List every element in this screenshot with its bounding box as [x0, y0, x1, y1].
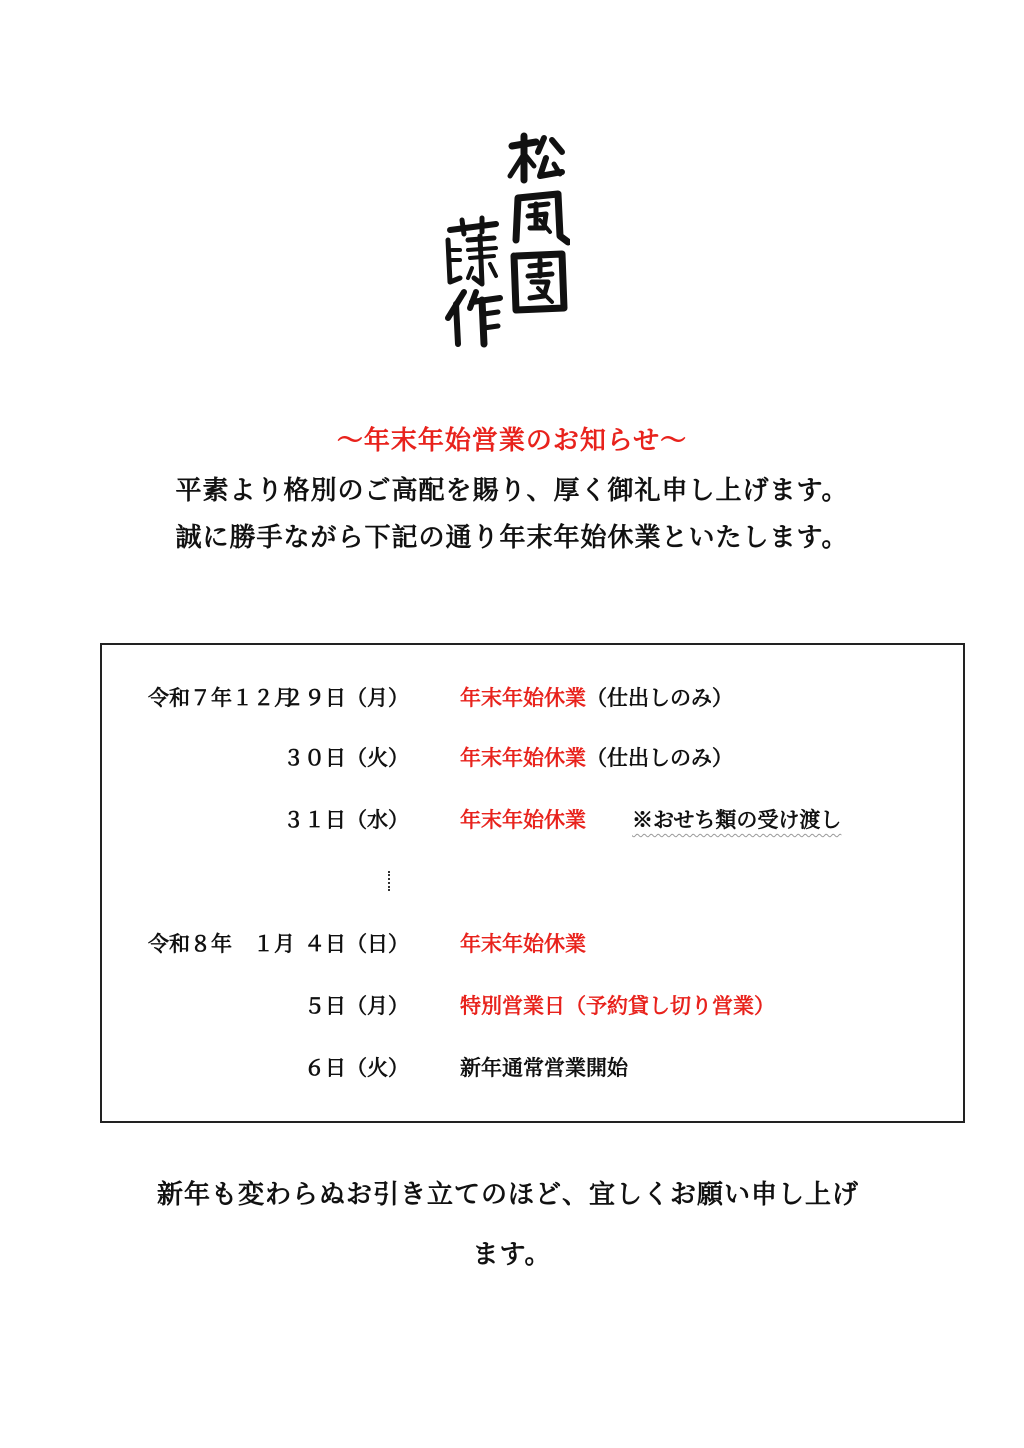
schedule-row-jan-5 [102, 990, 967, 1022]
status-label [460, 742, 733, 772]
closing-line-1: 新年も変わらぬお引き立てのほど、宜しくお願い申し上げ [156, 1180, 859, 1210]
special-business-text: 特別営業日（予約貸し切り営業） [460, 993, 775, 1018]
calligraphy-logo-image [440, 132, 570, 348]
closure-text: 年末年始休業 [460, 685, 586, 710]
schedule-row-dec-29 [102, 682, 967, 714]
closure-text: 年末年始休業 [460, 931, 586, 956]
era-month-label: 令和７年１２月 [148, 685, 295, 710]
intro-line-2: 誠に勝手ながら下記の通り年末年始休業といたします。 [175, 523, 849, 553]
closure-text: 年末年始休業 [460, 807, 586, 832]
schedule-row-dec-30 [102, 742, 967, 774]
date-label: ６日（火） [304, 1055, 409, 1080]
regular-business-text: 新年通常営業開始 [460, 1055, 628, 1080]
date-label: ５日（月） [304, 993, 409, 1018]
schedule-row-dec-31 [102, 804, 967, 836]
notice-heading: 〜年末年始営業のお知らせ〜 [336, 426, 688, 456]
catering-only-text: （仕出しのみ） [586, 745, 733, 770]
closure-text: 年末年始休業 [460, 745, 586, 770]
holiday-schedule-box [100, 643, 965, 1123]
closing-line-2: ます。 [472, 1240, 552, 1270]
schedule-row-jan-4 [102, 928, 967, 960]
date-label: ３１日（水） [283, 807, 409, 832]
era-month-label: 令和８年 １月 [148, 931, 295, 956]
date-label: ３０日（火） [283, 745, 409, 770]
date-label: ２９日（月） [283, 685, 409, 710]
date-label: ４日（日） [304, 931, 409, 956]
osechi-pickup-note: ※おせち類の受け渡し [632, 807, 842, 832]
catering-only-text: （仕出しのみ） [586, 685, 733, 710]
schedule-row-jan-6 [102, 1052, 967, 1084]
status-label [460, 682, 733, 712]
intro-line-1: 平素より格別のご高配を賜り、厚く御礼申し上げます。 [175, 476, 849, 506]
date-range-marker [388, 871, 390, 891]
shofuen-fujisaku-calligraphy-logo [440, 132, 570, 348]
